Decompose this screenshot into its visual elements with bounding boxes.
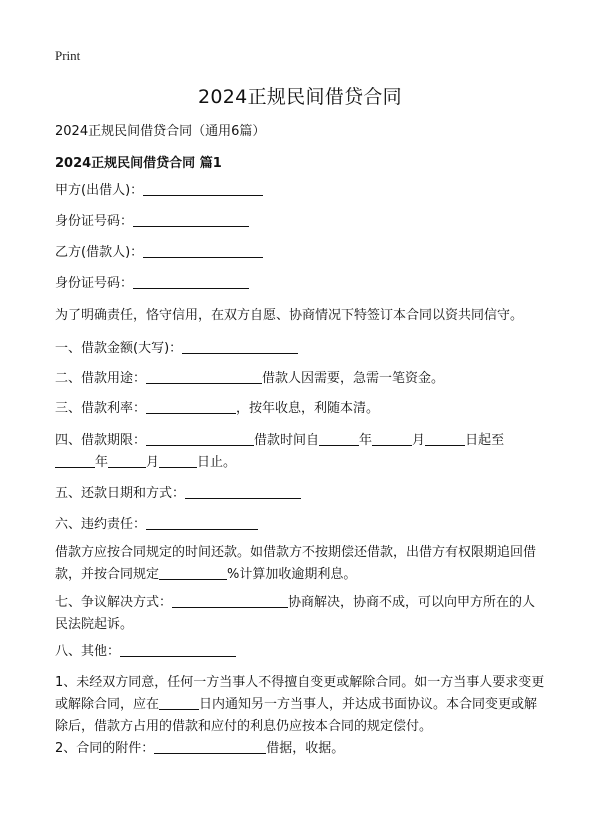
dispute-text: 协商解决，协商不成，可以向甲方所在的人民法院起诉。 — [55, 595, 536, 632]
lender-field — [55, 180, 263, 202]
rate-label: 三、借款利率： — [55, 401, 147, 416]
term-day-end-text: 日止。 — [197, 455, 237, 470]
penalty-text-end: %计算加收逾期利息。 — [227, 567, 357, 582]
other-item-2 — [55, 738, 344, 760]
term-day-start-text: 日起至 — [465, 433, 505, 448]
dispute-blank — [172, 593, 288, 608]
term-start-year-blank — [319, 431, 359, 446]
amount-blank — [182, 339, 298, 354]
amount-label: 一、借款金额(大写)： — [55, 341, 183, 356]
rate-blank — [146, 399, 236, 414]
intro-paragraph: 为了明确责任，恪守信用，在双方自愿、协商情况下特签订本合同以资共同信守。 — [55, 308, 524, 323]
rate-text: ，按年收息，利随本清。 — [236, 401, 380, 416]
other-item-1 — [55, 672, 545, 738]
document-subtitle: 2024正规民间借贷合同（通用6篇） — [55, 124, 266, 139]
clause-purpose — [55, 368, 444, 390]
attach-blank — [154, 739, 266, 754]
other-1-text-end: 日内通知另一方当事人，并达成书面协议。本合同变更或解除后，借款方占用的借款和应付的利息仍应按本合同的规定偿付。 — [55, 697, 538, 734]
term-from-text: 借款时间自 — [254, 433, 320, 448]
borrower-label: 乙方(借款人)： — [55, 245, 144, 260]
page-title: 2024正规民间借贷合同 — [198, 86, 402, 108]
borrower-id-label: 身份证号码： — [55, 276, 134, 291]
term-end-month-blank — [108, 453, 146, 468]
purpose-text: 借款人因需要，急需一笔资金。 — [262, 371, 445, 386]
repay-label: 五、还款日期和方式： — [55, 486, 186, 501]
clause-repay — [55, 483, 301, 505]
term-end-day-blank — [159, 453, 197, 468]
term-end-month-text: 月 — [146, 455, 160, 470]
term-start-day-blank — [425, 431, 465, 446]
term-month-text: 月 — [412, 433, 426, 448]
attach-text: 借据，收据。 — [266, 741, 345, 756]
borrower-id-blank — [133, 274, 249, 289]
other-blank — [120, 642, 236, 657]
clause-dispute — [55, 592, 545, 636]
other-1-text: 1、未经双方同意，任何一方当事人不得擅自变更或解除合同。如一方当事人要求变更或解除合同，应在 — [55, 675, 545, 712]
clause-other — [55, 641, 236, 663]
penalty-text: 借款方应按合同规定的时间还款。如借款方不按期偿还借款，出借方有权限期追回借款，并按合同规定 — [55, 545, 537, 582]
attach-label: 2、合同的附件： — [55, 741, 155, 756]
dispute-label: 七、争议解决方式： — [55, 595, 173, 610]
penalty-paragraph — [55, 542, 545, 586]
lender-id-label: 身份证号码： — [55, 214, 134, 229]
lender-id-field — [55, 211, 249, 233]
repay-blank — [185, 484, 301, 499]
print-link[interactable]: Print — [55, 48, 81, 63]
clause-term-end — [55, 452, 236, 474]
borrower-field — [55, 242, 263, 264]
breach-label: 六、违约责任： — [55, 517, 147, 532]
purpose-blank — [146, 369, 262, 384]
penalty-rate-blank — [159, 565, 227, 580]
clause-rate — [55, 398, 379, 420]
lender-label: 甲方(出借人)： — [55, 183, 144, 198]
term-label: 四、借款期限： — [55, 433, 147, 448]
notice-days-blank — [159, 695, 199, 710]
purpose-label: 二、借款用途： — [55, 371, 147, 386]
clause-amount — [55, 338, 298, 360]
section-title: 2024正规民间借贷合同 篇1 — [55, 156, 222, 171]
breach-blank — [146, 515, 258, 530]
clause-term — [55, 430, 504, 452]
lender-blank — [143, 181, 263, 196]
lender-id-blank — [133, 212, 249, 227]
other-label: 八、其他： — [55, 644, 121, 659]
borrower-blank — [143, 243, 263, 258]
term-year-text: 年 — [359, 433, 373, 448]
term-end-year-text: 年 — [95, 455, 109, 470]
term-start-month-blank — [372, 431, 412, 446]
term-blank — [146, 431, 254, 446]
clause-breach — [55, 514, 258, 536]
borrower-id-field — [55, 273, 249, 295]
term-end-year-blank — [55, 453, 95, 468]
